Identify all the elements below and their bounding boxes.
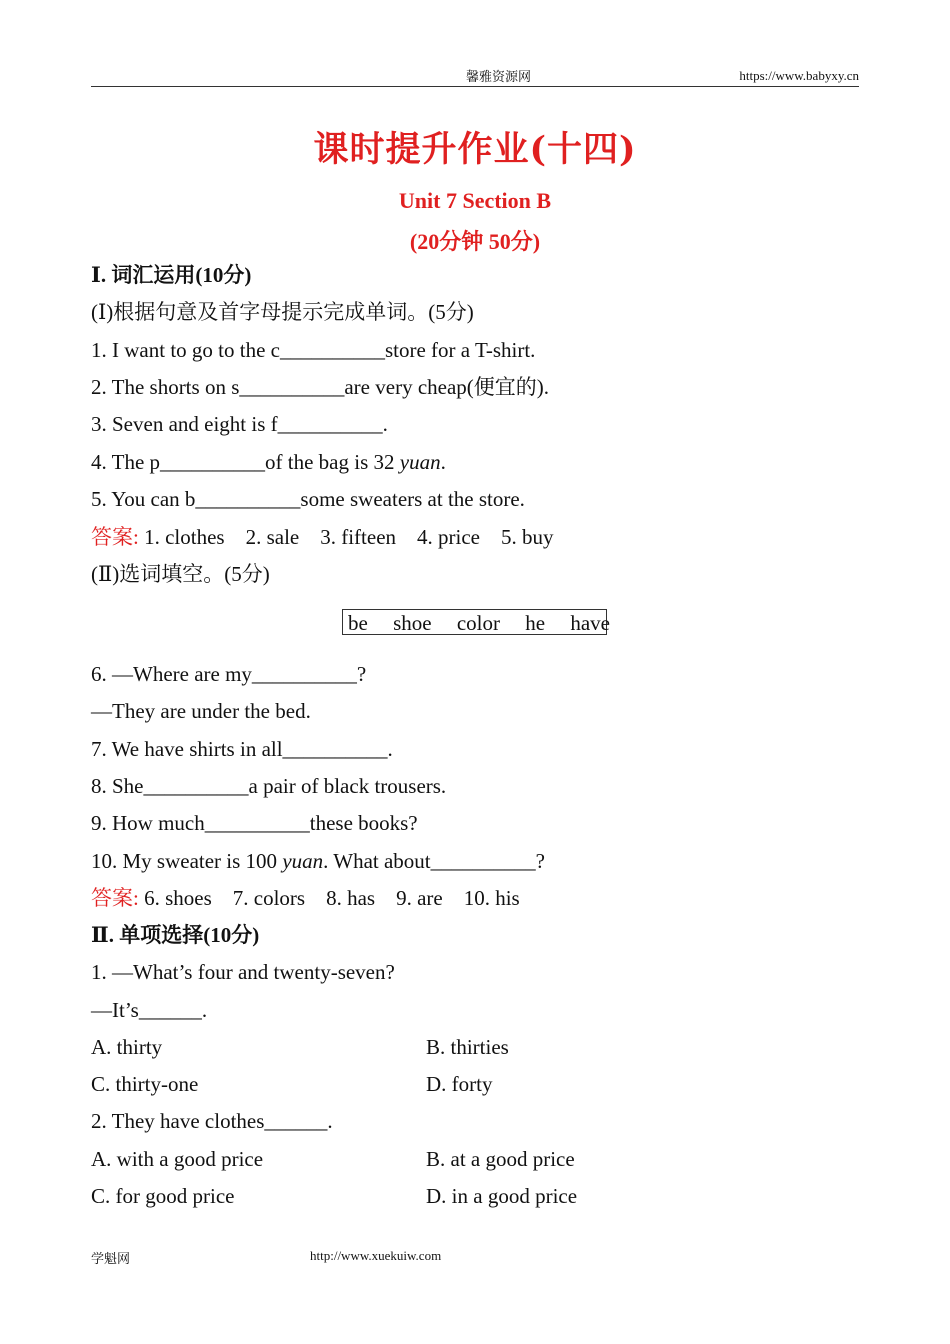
option-a: A. with a good price bbox=[91, 1147, 264, 1171]
section1-heading: Ⅰ. 词汇运用(10分) bbox=[91, 263, 252, 287]
question-item: 7. We have shirts in all__________. bbox=[91, 737, 393, 761]
answer-text: 6. shoes 7. colors 8. has 9. are 10. his bbox=[138, 886, 520, 910]
question-stem: —It’s______. bbox=[91, 998, 208, 1022]
word-box bbox=[342, 609, 610, 635]
page-header bbox=[91, 66, 859, 87]
option-c: C. thirty-one bbox=[91, 1072, 199, 1096]
time-subtitle: (20分钟 50分) bbox=[409, 229, 541, 254]
question-stem: 1. —What’s four and twenty-seven? bbox=[91, 960, 395, 984]
option-a: A. thirty bbox=[91, 1035, 163, 1059]
question-end: . What about__________? bbox=[323, 849, 545, 873]
answer-line bbox=[91, 524, 554, 550]
question-item: 5. You can b__________some sweaters at the store. bbox=[91, 487, 525, 511]
question-stem: 2. They have clothes______. bbox=[91, 1109, 333, 1133]
question-item: 1. I want to go to the c__________store for a T-shirt. bbox=[91, 338, 536, 362]
page-title: 课时提升作业(十四) bbox=[313, 129, 637, 170]
question-item: —They are under the bed. bbox=[91, 699, 311, 723]
footer-url[interactable]: http://www.xuekuiw.com bbox=[310, 1248, 442, 1263]
option-b: B. thirties bbox=[426, 1035, 509, 1059]
question-item bbox=[91, 848, 545, 874]
question-italic: yuan bbox=[282, 849, 324, 873]
question-text: 4. The p__________of the bag is 32 bbox=[91, 450, 400, 474]
word-option: shoe bbox=[393, 611, 432, 635]
option-b: B. at a good price bbox=[426, 1147, 575, 1171]
part2-instruction: (Ⅱ)选词填空。(5分) bbox=[91, 562, 270, 586]
answer-label: 答案: bbox=[91, 886, 139, 910]
question-item: 8. She__________a pair of black trousers. bbox=[91, 774, 447, 798]
option-c: C. for good price bbox=[91, 1184, 235, 1208]
answer-line bbox=[91, 885, 520, 911]
answer-label: 答案: bbox=[91, 525, 139, 549]
question-italic: yuan bbox=[399, 450, 441, 474]
question-end: . bbox=[440, 450, 446, 474]
question-text: 10. My sweater is 100 bbox=[91, 849, 283, 873]
word-option: be bbox=[348, 611, 368, 635]
section2-heading: Ⅱ. 单项选择(10分) bbox=[91, 923, 260, 947]
question-item: 2. The shorts on s__________are very cheap(便宜的). bbox=[91, 375, 550, 399]
option-d: D. in a good price bbox=[426, 1184, 578, 1208]
header-site-name: 馨雅资源网 bbox=[466, 69, 532, 84]
word-option: color bbox=[456, 611, 500, 635]
question-item: 6. —Where are my__________? bbox=[91, 662, 367, 686]
word-option: have bbox=[570, 611, 610, 635]
question-item bbox=[91, 449, 446, 475]
option-d: D. forty bbox=[426, 1072, 493, 1096]
answer-text: 1. clothes 2. sale 3. fifteen 4. price 5. buy bbox=[138, 525, 554, 549]
footer-site-name: 学魁网 bbox=[91, 1251, 131, 1266]
question-item: 9. How much__________these books? bbox=[91, 811, 418, 835]
part1-instruction: (Ⅰ)根据句意及首字母提示完成单词。(5分) bbox=[91, 300, 474, 324]
unit-subtitle: Unit 7 Section B bbox=[398, 188, 552, 213]
header-url[interactable]: https://www.babyxy.cn bbox=[739, 68, 859, 83]
word-option: he bbox=[525, 611, 546, 635]
question-item: 3. Seven and eight is f__________. bbox=[91, 412, 388, 436]
